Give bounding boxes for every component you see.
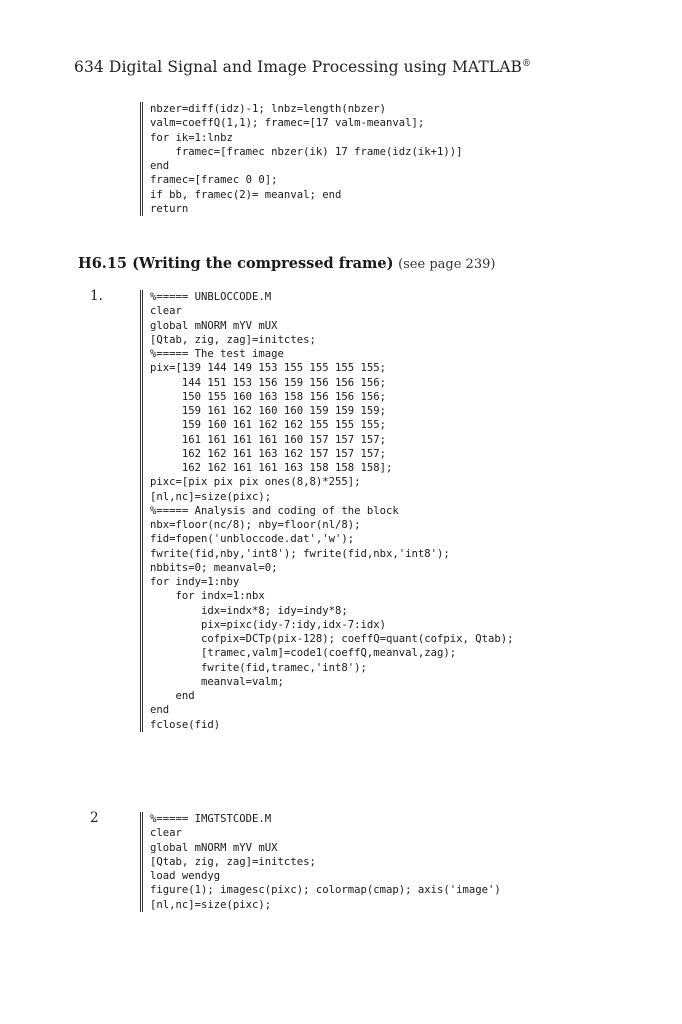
code-line: 159 161 162 160 160 159 159 159; [150,405,386,417]
section-page-ref: (see page 239) [398,257,496,272]
code-line: [Qtab, zig, zag]=initctes; [150,855,316,868]
code-line: fwrite(fid,nby,'int8'); fwrite(fid,nbx,'int8'); [150,547,450,560]
code-line: 159 160 161 162 162 155 155 155; [150,419,386,432]
code-line: end [150,160,170,172]
code-block-continuation [140,102,463,216]
code-line: valm=coeffQ(1,1); framec=[17 valm-meanval]; [150,117,425,130]
code-line: pix=pixc(idy-7:idy,idx-7:idx) [150,618,386,631]
registered-mark: ® [521,59,532,69]
code-line: %===== UNBLOCCODE.M [150,291,272,303]
code-line: fclose(fid) [150,718,221,731]
running-header [74,58,531,76]
code-line: for indx=1:nbx [150,590,265,603]
code-line: 162 162 161 161 163 158 158 158]; [150,462,393,474]
section-heading [78,255,495,272]
code-line: [Qtab, zig, zag]=initctes; [150,333,316,346]
code-line: fid=fopen('unbloccode.dat','w'); [150,533,355,546]
code-block-unbloccode [140,290,514,732]
code-line: end [150,690,195,702]
code-line: end [150,704,170,717]
code-block-imgtstcode [140,812,501,912]
code-line: if bb, framec(2)= meanval; end [150,188,342,201]
item-number-2: 2 [90,810,99,826]
code-line: 150 155 160 163 158 156 156 156; [150,390,386,403]
code-line: for indy=1:nby [150,576,240,588]
code-listing [150,812,501,912]
code-line: for ik=1:lnbz [150,131,233,144]
code-line: load wendyg [150,870,221,882]
code-line: clear [150,827,182,840]
code-listing [150,102,463,216]
code-line: return [150,202,189,215]
code-line: pixc=[pix pix pix ones(8,8)*255]; [150,476,361,489]
code-line: fwrite(fid,tramec,'int8'); [150,661,367,674]
code-line: 161 161 161 161 160 157 157 157; [150,433,386,446]
code-line: nbx=floor(nc/8); nby=floor(nl/8); [150,519,361,531]
code-line: [nl,nc]=size(pixc); [150,898,272,911]
code-line: meanval=valm; [150,675,284,688]
code-line: cofpix=DCTp(pix-128); coeffQ=quant(cofpix, Qtab); [150,633,514,645]
code-line: nbbits=0; meanval=0; [150,561,278,574]
code-listing [150,290,514,732]
item-number-1: 1. [90,288,103,304]
code-line: nbzer=diff(idz)-1; lnbz=length(nbzer) [150,103,386,115]
code-line: global mNORM mYV mUX [150,841,278,854]
code-line: %===== Analysis and coding of the block [150,504,399,517]
code-line: clear [150,305,182,318]
code-line: [nl,nc]=size(pixc); [150,490,272,503]
book-title: Digital Signal and Image Processing using MATLAB [108,58,522,76]
code-line: %===== The test image [150,348,284,360]
code-line: [tramec,valm]=code1(coeffQ,meanval,zag); [150,647,457,660]
code-line: figure(1); imagesc(pixc); colormap(cmap); axis('image') [150,884,501,897]
page-number: 634 [74,58,104,76]
code-line: %===== IMGTSTCODE.M [150,813,272,825]
code-line: global mNORM mYV mUX [150,319,278,332]
code-line: framec=[framec nbzer(ik) 17 frame(idz(ik+1))] [150,145,463,158]
code-line: 162 162 161 163 162 157 157 157; [150,447,386,460]
code-line: 144 151 153 156 159 156 156 156; [150,376,386,389]
section-label: H6.15 (Writing the compressed frame) [78,255,394,272]
code-line: pix=[139 144 149 153 155 155 155 155; [150,362,386,375]
code-line: framec=[framec 0 0]; [150,174,278,187]
code-line: idx=indx*8; idy=indy*8; [150,604,348,617]
